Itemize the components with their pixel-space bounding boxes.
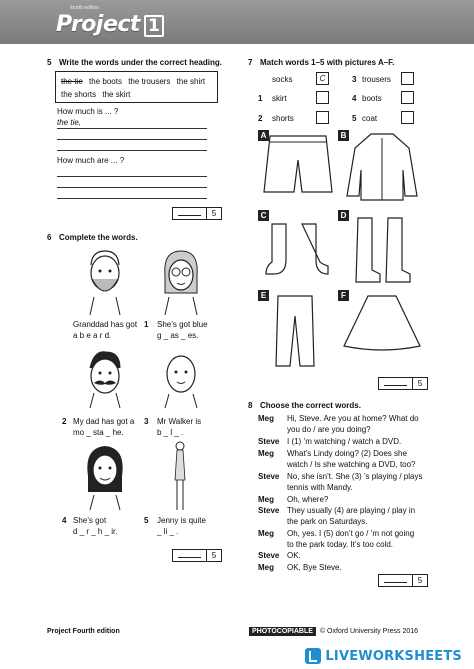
granddad-beard-picture	[80, 245, 130, 315]
caption-line: My dad has got a	[73, 417, 135, 426]
page-header	[0, 0, 474, 44]
caption-line: Granddad has got	[73, 320, 138, 329]
picture-label: A	[258, 130, 269, 141]
match-answer-box[interactable]	[316, 111, 329, 124]
dialogue-line: Oh, where?	[287, 495, 329, 504]
match-word: boots	[362, 94, 382, 103]
item-number: 3	[352, 75, 357, 84]
speaker: Steve	[258, 437, 280, 446]
project-logo	[56, 5, 164, 37]
score-box	[172, 549, 222, 562]
word-item: the shorts	[61, 90, 97, 99]
answer-line[interactable]	[57, 139, 207, 140]
dialogue-line[interactable]: No, she isn’t. She (3) ’s playing / plays tennis with Mandy.	[287, 472, 423, 492]
question-how-much-is: How much is ... ?	[57, 107, 119, 116]
caption-line: She’s got	[73, 516, 107, 525]
dialogue-line: OK, Bye Steve.	[287, 563, 342, 572]
dad-moustache-picture	[80, 348, 130, 408]
answer-line[interactable]	[57, 187, 207, 188]
caption-line[interactable]: b _ l _ .	[157, 428, 184, 437]
answer-line[interactable]	[57, 128, 207, 129]
caption-line: Jenny is quite	[157, 516, 206, 525]
picture-label: B	[338, 130, 349, 141]
exercise-8-title: 8 Choose the correct words.	[248, 401, 361, 410]
bald-man-picture	[157, 348, 205, 408]
logo-edition: fourth edition	[70, 5, 99, 11]
dialogue-line[interactable]: What’s Lindy doing? (2) Does she watch / Is she watching a DVD, too?	[287, 449, 416, 469]
dark-hair-girl-picture	[80, 440, 130, 510]
match-answer-box[interactable]	[401, 91, 414, 104]
dialogue-line: Hi, Steve. Are you at home? What do you do / are you doing?	[287, 414, 419, 434]
score-box	[172, 207, 222, 220]
logo-word: Project	[56, 12, 140, 37]
match-word: trousers	[362, 75, 391, 84]
item-number: 2	[62, 417, 67, 426]
boots-picture	[350, 214, 416, 284]
speaker: Steve	[258, 506, 280, 515]
liveworksheets-logo[interactable]	[305, 648, 462, 664]
match-word: shorts	[272, 114, 294, 123]
dialogue-line[interactable]: I (1) ’m watching / watch a DVD.	[287, 437, 402, 446]
caption-line[interactable]: _ li _ .	[157, 527, 179, 536]
example-answer: the tie,	[57, 118, 82, 127]
logo-level: 1	[144, 15, 164, 37]
speaker: Steve	[258, 551, 280, 560]
match-word: socks	[272, 75, 293, 84]
shorts-picture	[262, 130, 334, 200]
match-answer-box[interactable]: C	[316, 72, 329, 85]
item-number: 1	[144, 320, 149, 329]
score-box	[378, 574, 428, 587]
score-box	[378, 377, 428, 390]
speaker: Meg	[258, 449, 274, 458]
score-input[interactable]	[173, 208, 207, 219]
item-number: 3	[144, 417, 149, 426]
item-number: 4	[62, 516, 67, 525]
score-total: 5	[211, 551, 217, 560]
copyright-text: © Oxford University Press 2016	[319, 628, 419, 635]
score-input[interactable]	[379, 378, 413, 389]
match-answer-box[interactable]	[401, 111, 414, 124]
liveworksheets-icon	[305, 648, 321, 664]
answer-line[interactable]	[57, 150, 207, 151]
skirt-picture	[342, 292, 422, 352]
match-word: skirt	[272, 94, 287, 103]
speaker: Meg	[258, 563, 274, 572]
question-how-much-are: How much are ... ?	[57, 156, 125, 165]
word-item: the trousers	[128, 77, 171, 86]
score-input[interactable]	[379, 575, 413, 586]
match-answer-box[interactable]	[316, 91, 329, 104]
caption-line: She’s got blue	[157, 320, 208, 329]
dialogue-line: OK.	[287, 551, 301, 560]
liveworksheets-text: LIVEWORKSHEETS	[325, 648, 462, 664]
caption-line: Mr Walker is	[157, 417, 202, 426]
match-answer-box[interactable]	[401, 72, 414, 85]
answer-line[interactable]	[57, 198, 207, 199]
exercise-7-title: 7 Match words 1–5 with pictures A–F.	[248, 58, 395, 67]
photocopiable-badge: PHOTOCOPIABLE	[249, 627, 316, 636]
trousers-picture	[272, 292, 318, 368]
woman-glasses-picture	[157, 245, 205, 315]
exercise-5-title: 5 Write the words under the correct heading.	[47, 58, 222, 67]
item-number: 5	[352, 114, 357, 123]
footer-copyright	[249, 627, 418, 636]
caption-line[interactable]: d _ r _ h _ ir.	[73, 527, 118, 536]
score-input[interactable]	[173, 550, 207, 561]
score-total: 5	[417, 576, 423, 585]
word-item: the tie	[61, 77, 83, 86]
score-total: 5	[211, 209, 217, 218]
exercise-6-title: 6 Complete the words.	[47, 233, 138, 242]
answer-line[interactable]	[57, 176, 207, 177]
item-number: 4	[352, 94, 357, 103]
dialogue-line[interactable]: Oh, yes. I (5) don’t go / ’m not going to the park today. It’s too cold.	[287, 529, 415, 549]
caption-line[interactable]: mo _ sta _ he.	[73, 428, 124, 437]
caption-line: a b e a r d.	[73, 331, 112, 340]
picture-label: F	[338, 290, 349, 301]
slim-girl-picture	[170, 440, 190, 512]
item-number: 1	[258, 94, 263, 103]
score-total: 5	[417, 379, 423, 388]
word-box	[55, 71, 218, 103]
item-number: 2	[258, 114, 263, 123]
socks-picture	[262, 214, 332, 282]
word-item: the shirt	[176, 77, 206, 86]
speaker: Meg	[258, 414, 274, 423]
footer-edition: Project Fourth edition	[47, 628, 120, 635]
match-word: coat	[362, 114, 378, 123]
coat-picture	[345, 130, 419, 202]
speaker: Steve	[258, 472, 280, 481]
picture-label: C	[258, 210, 269, 221]
speaker: Meg	[258, 495, 274, 504]
caption-line[interactable]: g _ as _ es.	[157, 331, 199, 340]
dialogue-line[interactable]: They usually (4) are playing / play in the park on Saturdays.	[287, 506, 416, 526]
item-number: 5	[144, 516, 149, 525]
speaker: Meg	[258, 529, 274, 538]
picture-label: D	[338, 210, 349, 221]
word-item: the skirt	[102, 90, 131, 99]
word-item: the boots	[89, 77, 122, 86]
picture-label: E	[258, 290, 269, 301]
